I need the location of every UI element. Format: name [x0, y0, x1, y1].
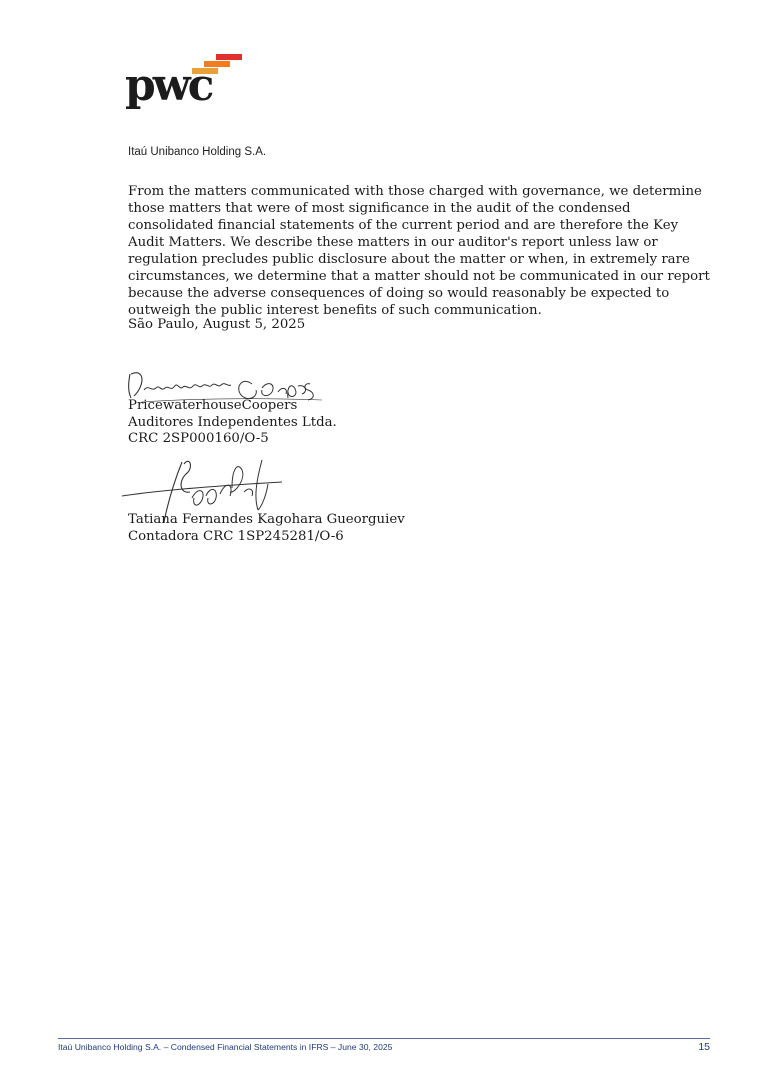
pwc-logo [124, 50, 244, 112]
footer-divider [58, 1038, 710, 1039]
firm-legal-name: Auditores Independentes Ltda. [128, 414, 337, 430]
pwc-logo-wordmark: pwc [125, 60, 212, 111]
firm-name: PricewaterhouseCoopers [128, 398, 298, 413]
footer-text: Itaú Unibanco Holding S.A. – Condensed Financial Statements in IFRS – June 30, 2025 [58, 1042, 393, 1052]
firm-crc: CRC 2SP000160/O-5 [128, 431, 269, 446]
person-name: Tatiana Fernandes Kagohara Gueorguiev [128, 512, 405, 527]
person-signature-block [128, 512, 405, 545]
page-number: 15 [698, 1041, 710, 1053]
company-name: Itaú Unibanco Holding S.A. [128, 146, 267, 158]
firm-signature-block [128, 398, 337, 448]
body-paragraph: From the matters communicated with those charged with governance, we determine those matters that were of most significance in the audit of the condensed consolidated financial statements of the current period and are therefore the Key Audit Matters. We describe these matters in our auditor's report unless law or regulation precludes public disclosure about the matter or when, in extremely rare circumstances, we determine that a matter should not be communicated in our report because the adverse consequences of doing so would reasonably be expected to outweigh the public interest benefits of such communication. [128, 184, 710, 318]
place-date: São Paulo, August 5, 2025 [128, 317, 306, 332]
person-crc: Contadora CRC 1SP245281/O-6 [128, 528, 344, 544]
